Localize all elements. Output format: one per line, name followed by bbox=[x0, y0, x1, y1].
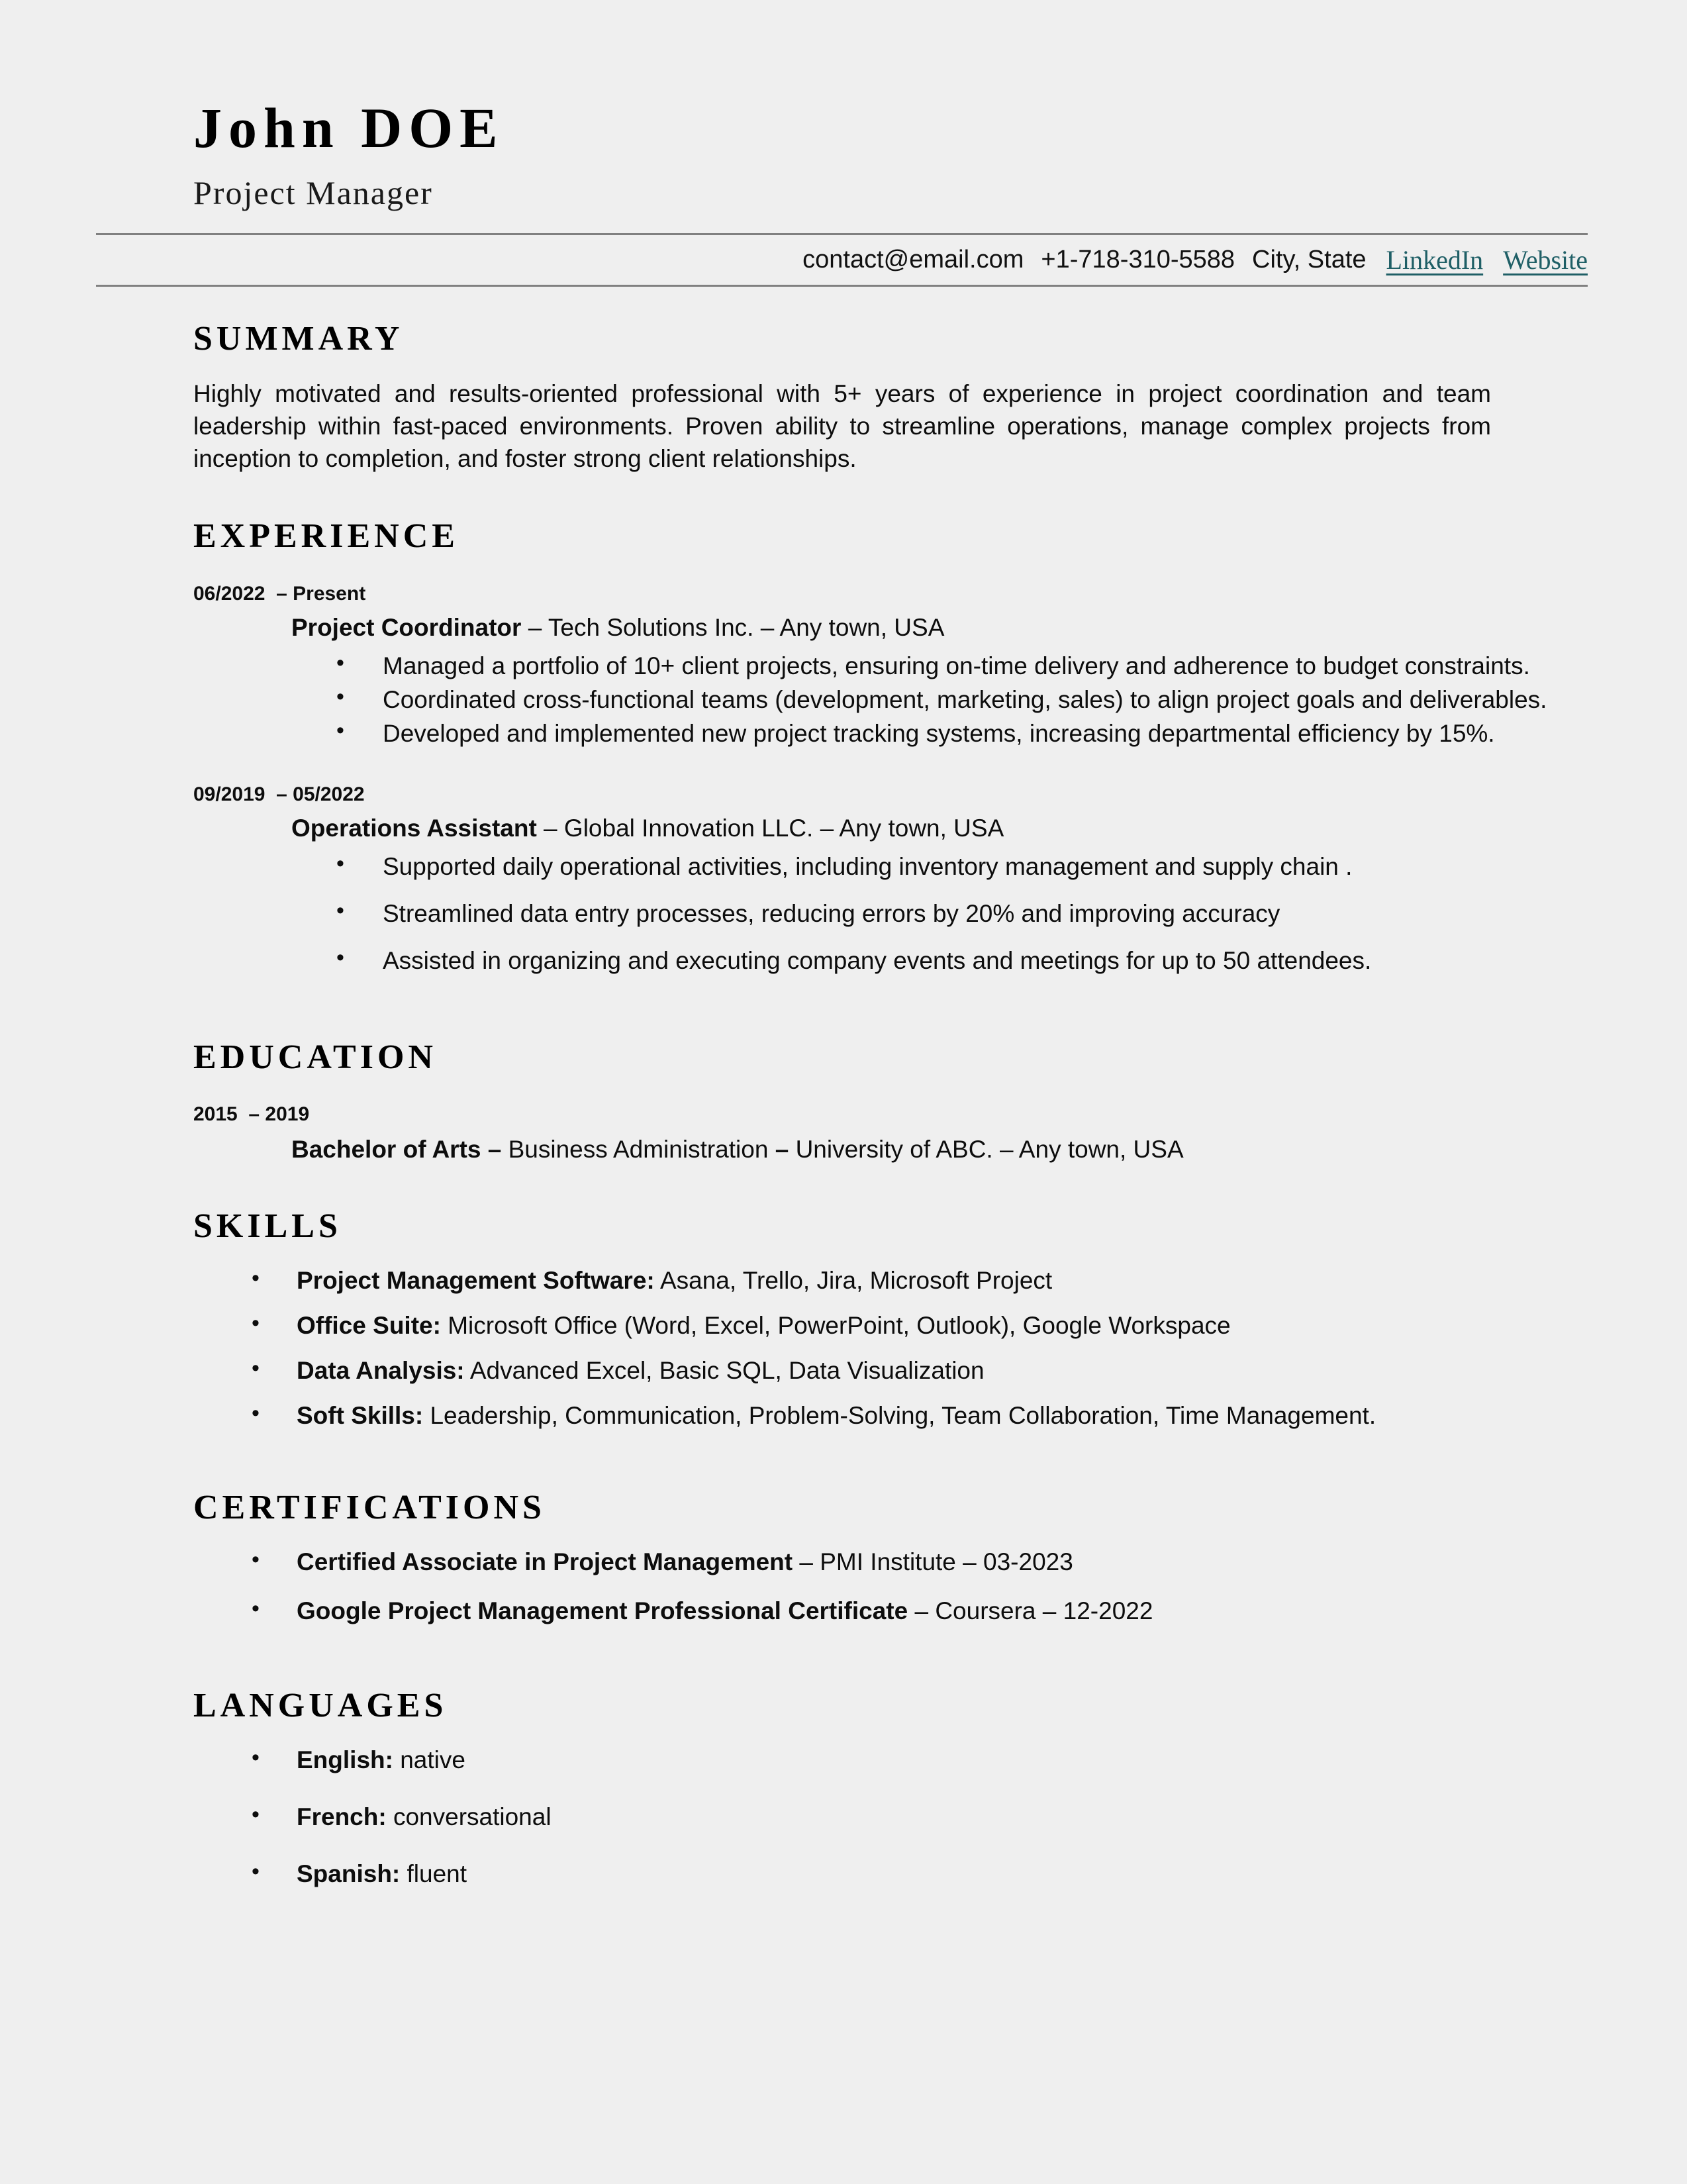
language-item bbox=[193, 1744, 1588, 1776]
experience-title-line bbox=[193, 805, 1588, 844]
section-heading-certifications: CERTIFICATIONS bbox=[193, 1489, 546, 1527]
experience-date: 09/2019 – 05/2022 bbox=[193, 783, 365, 805]
contact-location: City, State bbox=[1252, 246, 1367, 273]
section-skills bbox=[193, 1165, 1588, 1432]
section-education bbox=[193, 992, 1588, 1166]
language-value: native bbox=[393, 1746, 465, 1773]
experience-company: – Tech Solutions Inc. – Any town, USA bbox=[521, 613, 945, 641]
section-heading-languages: LANGUAGES bbox=[193, 1687, 448, 1725]
certifications-list bbox=[193, 1526, 1588, 1627]
section-heading-skills: SKILLS bbox=[193, 1207, 342, 1246]
skills-list bbox=[193, 1245, 1588, 1432]
certification-label: Google Project Management Professional Certificate bbox=[297, 1597, 908, 1625]
summary-text: Highly motivated and results-oriented professional with 5+ years of experience in project coordination and team leadership within fast-paced environments. Proven ability to streamline operations, manage complex projects from inception to completion, and foster strong client relationships. bbox=[193, 379, 1491, 472]
skill-item bbox=[193, 1400, 1588, 1432]
skill-item bbox=[193, 1355, 1588, 1387]
skill-label: Data Analysis: bbox=[297, 1357, 465, 1385]
education-institution: University of ABC. – Any town, USA bbox=[795, 1136, 1184, 1164]
experience-entry bbox=[193, 555, 1588, 750]
education-date: 2015 – 2019 bbox=[193, 1103, 310, 1126]
certification-value: – Coursera – 12-2022 bbox=[908, 1597, 1153, 1625]
language-value: fluent bbox=[400, 1860, 467, 1887]
skill-item bbox=[193, 1265, 1588, 1297]
contact-email: contact@email.com bbox=[802, 246, 1024, 273]
section-certifications bbox=[193, 1445, 1588, 1627]
education-degree: Bachelor of Arts – bbox=[291, 1136, 508, 1164]
skill-item bbox=[193, 1310, 1588, 1342]
experience-role: Operations Assistant bbox=[291, 814, 537, 842]
language-item bbox=[193, 1801, 1588, 1833]
skill-label: Soft Skills: bbox=[297, 1402, 424, 1430]
certification-item bbox=[193, 1595, 1588, 1627]
candidate-name: John DOE bbox=[193, 96, 505, 160]
skill-label: Project Management Software: bbox=[297, 1266, 655, 1294]
website-link[interactable]: Website bbox=[1503, 245, 1588, 275]
experience-entry bbox=[193, 752, 1588, 977]
education-entry bbox=[193, 1075, 1588, 1165]
skill-value: Advanced Excel, Basic SQL, Data Visualization bbox=[464, 1357, 985, 1385]
language-item bbox=[193, 1858, 1588, 1890]
resume-header bbox=[0, 0, 1687, 209]
section-heading-experience: EXPERIENCE bbox=[193, 517, 459, 556]
experience-bullet: • Supported daily operational activities, including inventory management and supply chain . bbox=[193, 850, 1588, 883]
education-field: Business Administration bbox=[508, 1136, 775, 1164]
skill-value: Microsoft Office (Word, Excel, PowerPoint, Outlook), Google Workspace bbox=[440, 1312, 1231, 1340]
section-heading-education: EDUCATION bbox=[193, 1038, 437, 1076]
experience-bullet-list bbox=[193, 643, 1588, 750]
resume-content bbox=[0, 287, 1687, 1890]
experience-bullet: • Streamlined data entry processes, reducing errors by 20% and improving accuracy bbox=[193, 897, 1588, 930]
experience-bullet: • Coordinated cross-functional teams (development, marketing, sales) to align project goals and deliverables. bbox=[193, 683, 1588, 716]
linkedin-link[interactable]: LinkedIn bbox=[1386, 245, 1484, 275]
contact-bar bbox=[0, 235, 1687, 285]
section-languages bbox=[193, 1644, 1588, 1890]
section-summary bbox=[193, 321, 1588, 475]
language-label: French: bbox=[297, 1803, 387, 1830]
education-degree-line bbox=[193, 1125, 1588, 1165]
section-heading-summary: SUMMARY bbox=[193, 320, 404, 358]
certification-label: Certified Associate in Project Management bbox=[297, 1548, 793, 1575]
language-label: Spanish: bbox=[297, 1860, 401, 1887]
experience-bullet-list bbox=[193, 844, 1588, 977]
contact-phone: +1-718-310-5588 bbox=[1041, 246, 1235, 273]
candidate-job-title: Project Manager bbox=[193, 174, 433, 211]
experience-role: Project Coordinator bbox=[291, 613, 522, 641]
skill-label: Office Suite: bbox=[297, 1312, 441, 1340]
experience-bullet: • Assisted in organizing and executing company events and meetings for up to 50 attendees. bbox=[193, 944, 1588, 977]
experience-bullet: • Managed a portfolio of 10+ client projects, ensuring on-time delivery and adherence to budget constraints. bbox=[193, 650, 1588, 682]
language-value: conversational bbox=[386, 1803, 552, 1830]
skill-value: Asana, Trello, Jira, Microsoft Project bbox=[654, 1266, 1053, 1294]
experience-date: 06/2022 – Present bbox=[193, 582, 366, 605]
language-label: English: bbox=[297, 1746, 393, 1773]
section-experience bbox=[193, 475, 1588, 977]
experience-company: – Global Innovation LLC. – Any town, USA bbox=[536, 814, 1004, 842]
languages-list bbox=[193, 1724, 1588, 1890]
experience-bullet: • Developed and implemented new project tracking systems, increasing departmental efficiency by 15%. bbox=[193, 717, 1588, 750]
education-separator: – bbox=[775, 1136, 796, 1164]
experience-title-line bbox=[193, 605, 1588, 643]
skill-value: Leadership, Communication, Problem-Solving, Team Collaboration, Time Management. bbox=[423, 1402, 1376, 1430]
certification-item bbox=[193, 1546, 1588, 1578]
certification-value: – PMI Institute – 03-2023 bbox=[793, 1548, 1073, 1575]
